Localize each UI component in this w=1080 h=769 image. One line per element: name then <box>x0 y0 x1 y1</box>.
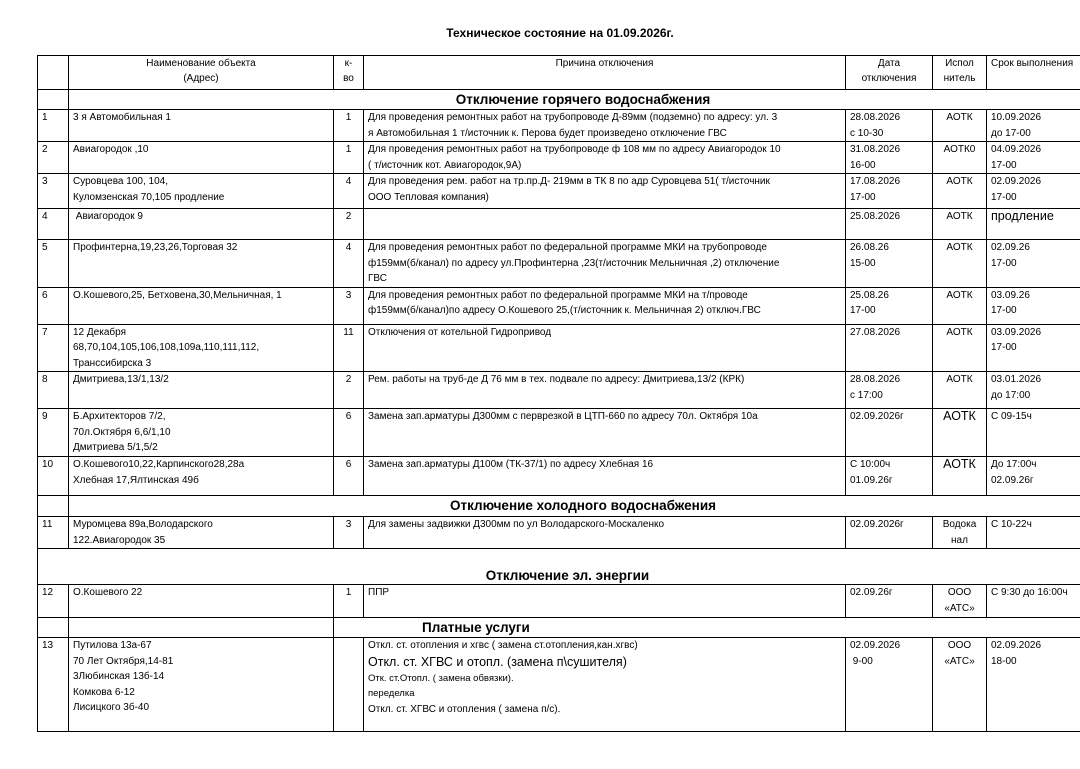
col-name-header: Наименование объекта (Адрес) <box>69 56 334 90</box>
section-power <box>38 549 1080 585</box>
col-date-header: Дата отключения <box>846 56 933 90</box>
table-header <box>38 56 1080 90</box>
table-row: 7 12 Декабря 68,70,104,105,106,108,109а,110,111,112, Транссибирска 3 11 Отключения от котельной Гидропривод 27.08.2026 АОТК 03.09.2026 17-00 <box>38 324 1080 372</box>
table-row: 4 Авиагородок 9 2 25.08.2026 АОТК продление <box>38 209 1080 240</box>
table-row: 8 Дмитриева,13/1,13/2 2 Рем. работы на труб-де Д 76 мм в тех. подвале по адресу: Дмитриева,13/2 (КРК) 28.08.2026 с 17:00 АОТК 03.01.2026 до 17:00 <box>38 372 1080 409</box>
table-row: 10 О.Кошевого10,22,Карпинского28,28а Хлебная 17,Ялтинская 49б 6 Замена зап.арматуры Д100м (ТК-37/1) по адресу Хлебная 16 С 10:00ч 01.09.26г АОТК До 17:00ч 02.09.26г <box>38 457 1080 496</box>
table-row: 3 Суровцева 100, 104, Куломзенская 70,105 продление 4 Для проведения рем. работ на тр.пр.Д- 219мм в ТК 8 по адр Суровцева 51( т/источник ООО Тепловая компания) 17.08.2026 17-00 АОТК 02.09.2026 17-00 <box>38 174 1080 209</box>
section-hot-water <box>38 90 1080 110</box>
section-title: Отключение эл. энергии <box>38 549 1080 585</box>
table-row: 9 Б.Архитекторов 7/2, 70л.Октября 6,6/1,10 Дмитриева 5/1,5/2 6 Замена зап.арматуры Д300мм с перврезкой в ЦТП-660 по адресу 70л. Октября 10а 02.09.2026г АОТК С 09-15ч <box>38 409 1080 457</box>
document-title: Техническое состояние на 01.09.2026г. <box>446 26 674 40</box>
table-row: 12 О.Кошевого 22 1 ППР 02.09.26г ООО «АТС» С 9:30 до 16:00ч <box>38 585 1080 618</box>
section-title: Отключение горячего водоснабжения <box>69 90 1080 110</box>
table-row: 6 О.Кошевого,25, Бетховена,30,Мельничная, 1 3 Для проведения ремонтных работ по федеральной программе МКИ на т/проводе ф159мм(б/канал)по адресу О.Кошевого 25,(т/источник к. Мельничная 2) отключ.ГВС 25.08.26 17-00 АОТК 03.09.26 17-00 <box>38 287 1080 324</box>
section-title: Платные услуги <box>334 618 1080 638</box>
section-paid-services <box>38 618 1080 638</box>
table-row: 11 Муромцева 89а,Володарского 122.Авиагородок 35 3 Для замены задвижки Д300мм по ул Володарского-Москаленко 02.09.2026г Водока нал С 10-22ч <box>38 517 1080 549</box>
col-reason-header: Причина отключения <box>364 56 846 90</box>
status-table <box>37 55 1080 732</box>
section-cold-water <box>38 496 1080 517</box>
col-deadline-header: Срок выполнения <box>987 56 1080 90</box>
table-row: 2 Авиагородок ,10 1 Для проведения ремонтных работ на трубопроводе ф 108 мм по адресу Авиагородок 10 ( т/источник кот. Авиагородок,9А) 31.08.2026 16-00 АОТК0 04.09.2026 17-00 <box>38 142 1080 174</box>
table-row: 1 3 я Автомобильная 1 1 Для проведения ремонтных работ на трубопроводе Д-89мм (подземно) по адресу: ул. 3 я Автомобильная 1 т/источник к. Перова будет произведено отключение ГВС 28.08.2026 с 10-30 АОТК 10.09.2026 до 17-00 <box>38 110 1080 142</box>
section-title: Отключение холодного водоснабжения <box>69 496 1080 517</box>
col-executor-header: Испол нитель <box>933 56 987 90</box>
table-row: 13 Путилова 13а-67 70 Лет Октября,14-81 3Любинская 13б-14 Комкова 6-12 Лисицкого 3б-40 Откл. ст. отопления и хгвс ( замена ст.отопления,кан.хгвс) Откл. ст. ХГВС и отопл. (замена п\сушителя) Отк. ст.Отопл. ( замена обвязки). переделка Откл. ст. ХГВС и отопления ( замена п/с). 02.09.2026 9-00 ООО «АТС» 02.09.2026 18-00 <box>38 638 1080 732</box>
table-row: 5 Профинтерна,19,23,26,Торговая 32 4 Для проведения ремонтных работ по федеральной программе МКИ на трубопроводе ф159мм(б/канал) по адресу ул.Профинтерна ,23(т/источник Мельничная ,2) отключение ГВС 26.08.26 15-00 АОТК 02.09.26 17-00 <box>38 240 1080 288</box>
col-qty-header: к- во <box>334 56 364 90</box>
col-num-header <box>38 56 69 90</box>
